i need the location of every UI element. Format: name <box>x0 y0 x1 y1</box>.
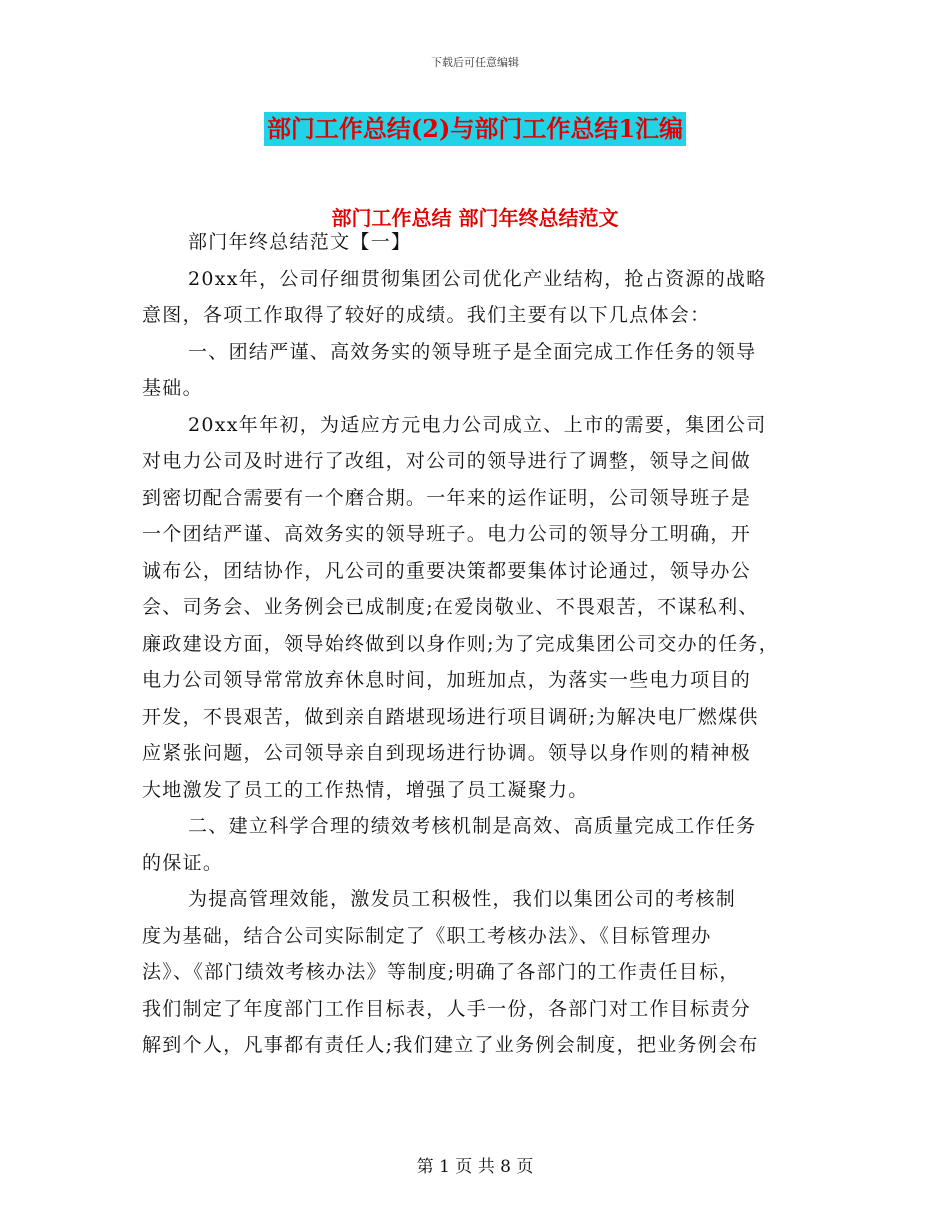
body-line: 意图，各项工作取得了较好的成绩。我们主要有以下几点体会： <box>142 304 711 326</box>
body-line: 部门年终总结范文【一】 <box>188 231 412 253</box>
body-line: 对电力公司及时进行了改组，对公司的领导进行了调整，领导之间做 <box>142 450 752 472</box>
body-line: 解到个人，凡事都有责任人;我们建立了业务例会制度，把业务例会布 <box>142 1034 759 1056</box>
body-line: 应紧张问题，公司领导亲自到现场进行协调。领导以身作则的精神极 <box>142 742 752 764</box>
body-line: 度为基础，结合公司实际制定了《职工考核办法》、《目标管理办 <box>142 924 712 947</box>
section-title: 部门工作总结 部门年终总结范文 <box>331 206 619 230</box>
body-line: 的保证。 <box>142 851 224 874</box>
body-line: 我们制定了年度部门工作目标表，人手一份，各部门对工作目标责分 <box>142 997 752 1020</box>
body-line: 法》、《部门绩效考核办法》等制度;明确了各部门的工作责任目标， <box>142 961 740 983</box>
body-line: 到密切配合需要有一个磨合期。一年来的运作证明，公司领导班子是 <box>142 486 752 509</box>
body-line: 一、团结严谨、高效务实的领导班子是全面完成工作任务的领导 <box>188 340 757 363</box>
body-line: 会、司务会、业务例会已成制度;在爱岗敬业、不畏艰苦，不谋私利、 <box>142 596 759 618</box>
header-note: 下载后可任意编辑 <box>431 56 519 69</box>
document-title-wrap <box>0 112 950 146</box>
body-line: 基础。 <box>142 377 203 399</box>
document-body <box>142 224 812 1064</box>
body-line: 为提高管理效能，激发员工积极性，我们以集团公司的考核制 <box>188 888 737 910</box>
document-title: 部门工作总结(2)与部门工作总结1汇编 <box>264 112 686 146</box>
page-number-footer: 第 1 页 共 8 页 <box>416 1157 534 1177</box>
body-line: 廉政建设方面，领导始终做到以身作则;为了完成集团公司交办的任务， <box>142 632 780 655</box>
body-line: 诚布公，团结协作，凡公司的重要决策都要集体讨论通过，领导办公 <box>142 559 752 582</box>
body-line: 开发，不畏艰苦，做到亲自踏堪现场进行项目调研;为解决电厂燃煤供 <box>142 705 759 728</box>
body-line: 电力公司领导常常放弃休息时间，加班加点，为落实一些电力项目的 <box>142 669 752 691</box>
body-line: 一个团结严谨、高效务实的领导班子。电力公司的领导分工明确，开 <box>142 523 752 545</box>
body-line: 20xx年，公司仔细贯彻集团公司优化产业结构，抢占资源的战略 <box>188 267 767 290</box>
body-line: 大地激发了员工的工作热情，增强了员工凝聚力。 <box>142 778 589 801</box>
body-line: 二、建立科学合理的绩效考核机制是高效、高质量完成工作任务 <box>188 815 757 837</box>
body-line: 20xx年年初，为适应方元电力公司成立、上市的需要，集团公司 <box>188 413 767 436</box>
